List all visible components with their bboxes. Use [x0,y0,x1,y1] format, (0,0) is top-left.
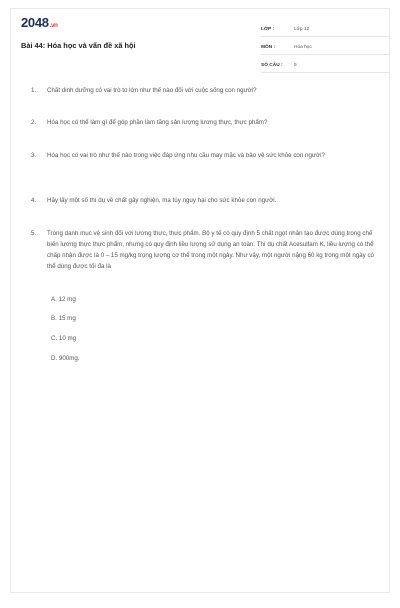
answer-option-c[interactable]: C. 10 mg [51,335,77,342]
answer-option-b[interactable]: B. 15 mg [51,315,76,322]
worksheet-page [10,8,390,593]
meta-value: 5 [294,63,297,68]
meta-value: Hóa học [294,45,312,50]
answer-option-a[interactable]: A. 12 mg [51,296,76,303]
meta-label: SỐ CÂU : [261,63,283,68]
question-number: 1. [31,87,37,94]
question-text: Hóa học có thể làm gì để góp phần làm tăng sản lượng lương thực, thực phẩm? [47,119,268,126]
site-logo[interactable] [21,15,58,30]
question-item [31,150,381,161]
question-text: Trong danh mục vệ sinh đối với lương thực, thực phẩm. Bộ y tế có quy định 5 chất ngọt nhân tạo được dùng trong chế biến lương thực thực phẩm, nhưng có quy định liều lượng sử dụng an toàn. Thí dụ chất Acesulfam K, liều lượng có thể chấp nhận được là 0 – 15 mg/kg trọng lượng cơ thể trong một ngày. Như vậy, một người nặng 60 kg trong một ngày có thể dùng được tối đa là [47,230,374,270]
question-text: Hóa học có vai trò như thế nào trong việc đáp ứng nhu cầu may mặc và bảo vệ sức khỏe con người? [47,152,325,159]
question-number: 5. [31,230,37,237]
question-item [31,228,381,272]
question-item [31,117,381,128]
question-number: 2. [31,119,37,126]
meta-label: LỚP : [261,27,275,32]
question-text: Chất dinh dưỡng có vai trò to lớn như thế nào đối với cuộc sống con người? [47,87,257,94]
question-number: 3. [31,152,37,159]
meta-row-class [261,23,389,37]
question-text: Hãy lấy một số thí dụ về chất gây nghiện, ma túy nguy hại cho sức khỏe con người. [47,197,277,204]
lesson-title: Bài 44: Hóa học và vấn đề xã hội [21,41,136,50]
meta-row-subject [261,41,389,55]
logo-text: 2048 [21,15,49,30]
logo-suffix: .vn [49,23,58,29]
meta-row-count [261,59,389,73]
question-item [31,85,381,96]
question-item [31,195,381,206]
meta-label: MÔN : [261,45,276,50]
meta-value: Lớp 12 [294,27,310,32]
worksheet-header [11,9,389,69]
question-number: 4. [31,197,37,204]
answer-option-d[interactable]: D. 900mg. [51,355,80,362]
meta-info [261,23,389,77]
